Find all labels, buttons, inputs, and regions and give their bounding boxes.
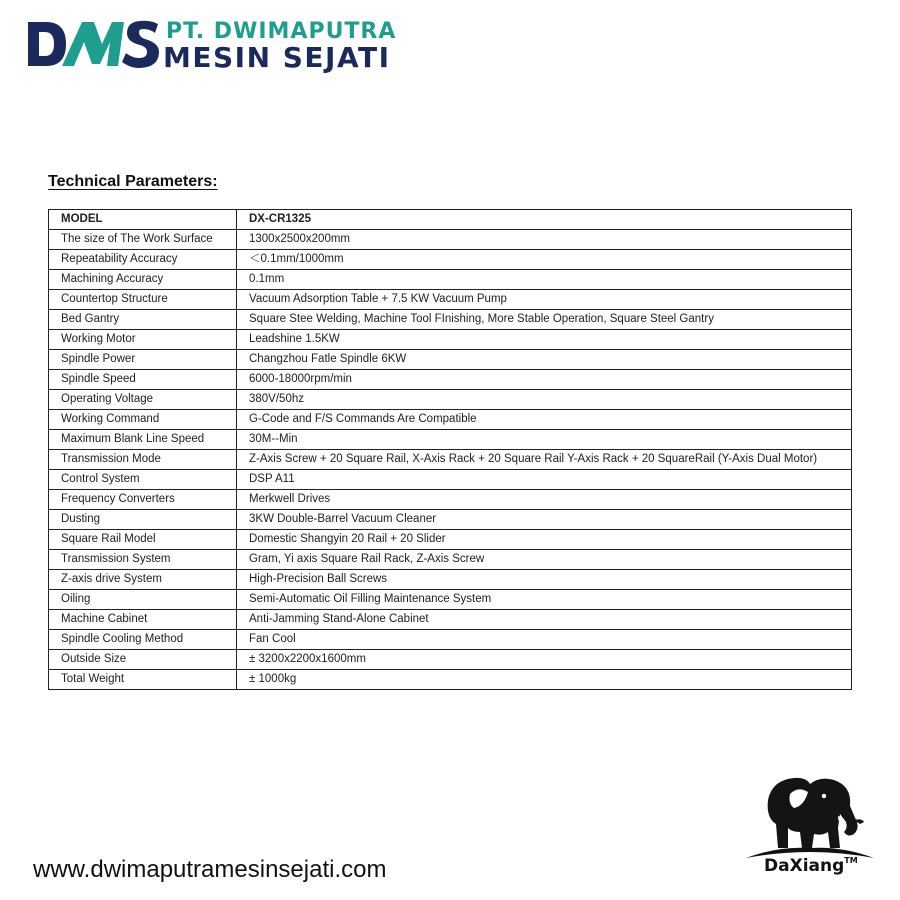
table-row (49, 490, 852, 510)
parameter-name-cell: Machine Cabinet (49, 610, 237, 630)
parameter-value-cell: Z-Axis Screw + 20 Square Rail, X-Axis Rack + 20 Square Rail Y-Axis Rack + 20 SquareRail (Y-Axis Dual Motor) (237, 450, 852, 470)
parameter-name-cell: Total Weight (49, 670, 237, 690)
parameter-name-cell: Frequency Converters (49, 490, 237, 510)
table-row (49, 430, 852, 450)
table-row (49, 310, 852, 330)
section-title: Technical Parameters: (48, 173, 218, 190)
parameter-name-cell: Square Rail Model (49, 530, 237, 550)
parameter-name-cell: Outside Size (49, 650, 237, 670)
company-name-line1: PT. DWIMAPUTRA (166, 19, 397, 44)
parameter-name-cell: Transmission Mode (49, 450, 237, 470)
company-logo (26, 18, 397, 74)
table-row (49, 330, 852, 350)
parameter-value-cell: Square Stee Welding, Machine Tool FInishing, More Stable Operation, Square Steel Gantry (237, 310, 852, 330)
parameter-value-cell: Gram, Yi axis Square Rail Rack, Z-Axis Screw (237, 550, 852, 570)
parameter-name-cell: Spindle Power (49, 350, 237, 370)
table-row (49, 290, 852, 310)
header-cell-label: MODEL (49, 210, 237, 230)
table-row (49, 570, 852, 590)
table-row (49, 450, 852, 470)
parameter-name-cell: Machining Accuracy (49, 270, 237, 290)
table-header-row (49, 210, 852, 230)
table-row (49, 470, 852, 490)
parameter-name-cell: Repeatability Accuracy (49, 250, 237, 270)
parameter-name-cell: Transmission System (49, 550, 237, 570)
parameter-name-cell: Working Command (49, 410, 237, 430)
brand-name (764, 856, 858, 876)
parameter-value-cell: Anti-Jamming Stand-Alone Cabinet (237, 610, 852, 630)
elephant-icon (738, 772, 883, 860)
parameter-value-cell: ＜0.1mm/1000mm (237, 250, 852, 270)
parameter-value-cell: Fan Cool (237, 630, 852, 650)
parameter-value-cell: Merkwell Drives (237, 490, 852, 510)
parameter-value-cell: Leadshine 1.5KW (237, 330, 852, 350)
parameter-value-cell: 3KW Double-Barrel Vacuum Cleaner (237, 510, 852, 530)
parameter-name-cell: Oiling (49, 590, 237, 610)
website-url: www.dwimaputramesinsejati.com (33, 856, 387, 883)
parameter-name-cell: Z-axis drive System (49, 570, 237, 590)
parameter-value-cell: Domestic Shangyin 20 Rail + 20 Slider (237, 530, 852, 550)
parameter-name-cell: Spindle Speed (49, 370, 237, 390)
table-row (49, 510, 852, 530)
parameter-name-cell: Countertop Structure (49, 290, 237, 310)
parameter-name-cell: Spindle Cooling Method (49, 630, 237, 650)
parameter-value-cell: High-Precision Ball Screws (237, 570, 852, 590)
parameter-name-cell: Operating Voltage (49, 390, 237, 410)
parameter-name-cell: The size of The Work Surface (49, 230, 237, 250)
parameter-value-cell: 0.1mm (237, 270, 852, 290)
parameter-value-cell: 6000-18000rpm/min (237, 370, 852, 390)
table-row (49, 250, 852, 270)
parameter-name-cell: Working Motor (49, 330, 237, 350)
table-row (49, 650, 852, 670)
parameter-value-cell: 380V/50hz (237, 390, 852, 410)
table-row (49, 590, 852, 610)
table-row (49, 350, 852, 370)
parameter-value-cell: 30M--Min (237, 430, 852, 450)
trademark-symbol: TM (844, 856, 858, 865)
table-row (49, 390, 852, 410)
parameter-value-cell: ± 3200x2200x1600mm (237, 650, 852, 670)
daxiang-brand-logo (738, 772, 883, 882)
table-row (49, 670, 852, 690)
table-row (49, 530, 852, 550)
parameter-name-cell: Dusting (49, 510, 237, 530)
table-row (49, 370, 852, 390)
parameter-name-cell: Bed Gantry (49, 310, 237, 330)
parameter-name-cell: Control System (49, 470, 237, 490)
table-row (49, 550, 852, 570)
parameter-value-cell: Semi-Automatic Oil Filling Maintenance System (237, 590, 852, 610)
company-name-line2: MESIN SEJATI (163, 41, 391, 74)
brand-name-text: DaXiang (764, 856, 845, 876)
header-cell-value: DX-CR1325 (237, 210, 852, 230)
table-row (49, 630, 852, 650)
parameter-value-cell: G-Code and F/S Commands Are Compatible (237, 410, 852, 430)
parameter-value-cell: ± 1000kg (237, 670, 852, 690)
parameter-value-cell: Changzhou Fatle Spindle 6KW (237, 350, 852, 370)
technical-parameters-table (48, 209, 852, 690)
parameter-name-cell: Maximum Blank Line Speed (49, 430, 237, 450)
parameter-value-cell: Vacuum Adsorption Table + 7.5 KW Vacuum Pump (237, 290, 852, 310)
parameter-value-cell: DSP A11 (237, 470, 852, 490)
table-row (49, 270, 852, 290)
dms-logo-icon (26, 18, 160, 70)
parameter-value-cell: 1300x2500x200mm (237, 230, 852, 250)
table-row (49, 230, 852, 250)
table-row (49, 610, 852, 630)
table-row (49, 410, 852, 430)
